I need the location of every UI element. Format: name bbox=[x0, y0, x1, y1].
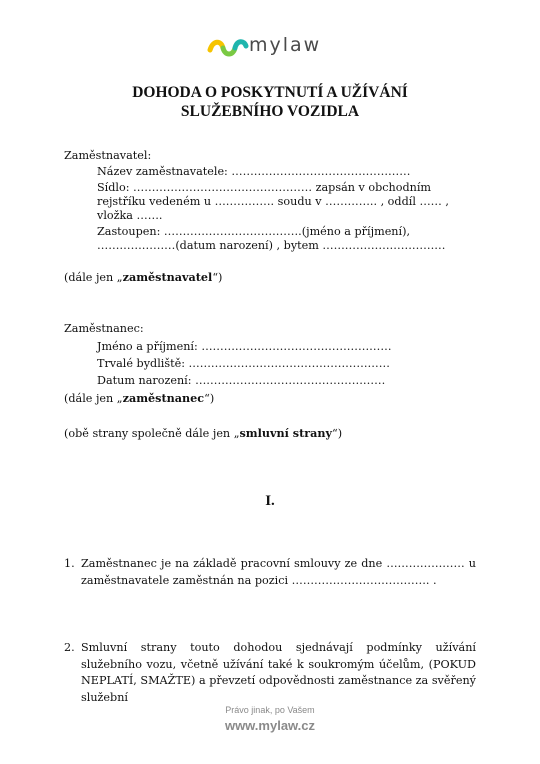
employer-heading: Zaměstnavatel: bbox=[64, 149, 152, 162]
clause-text: Smluvní strany touto dohodou sjednávají podmínky užívání služebního vozu, včetně užívání také k soukromým účelům, (POKUD NEPLATÍ, SMAŽTE) a převzetí odpovědnosti zaměstnance za svěřený služební bbox=[81, 641, 476, 704]
employee-birth-line: Datum narození: …………………………………………… bbox=[97, 374, 386, 387]
employer-seat-line-2: rejstříku vedeném u ……………. soudu v ………….. , oddíl …… , bbox=[97, 195, 449, 208]
employee-name-line: Jméno a příjmení: …………………………………………… bbox=[97, 340, 392, 353]
logo-mark-icon bbox=[207, 34, 249, 64]
employee-heading: Zaměstnanec: bbox=[64, 322, 144, 335]
employer-rep-line-1: Zastoupen: ……………………………….(jméno a příjmení), bbox=[97, 225, 411, 238]
logo-text: mylaw bbox=[249, 34, 322, 56]
footer-url-link[interactable]: www.mylaw.cz bbox=[224, 718, 316, 733]
footer-tagline: Právo jinak, po Vašem bbox=[225, 705, 315, 715]
clause-text: Zaměstnanec je na základě pracovní smlouvy ze dne ………………… u zaměstnavatele zaměstnán na pozici ………………………………. . bbox=[81, 557, 476, 587]
parties-alias: (obě strany společně dále jen „smluvní strany“) bbox=[64, 426, 343, 440]
employee-residence-line: Trvalé bydliště: ……………………………………………… bbox=[97, 357, 390, 370]
employer-seat-line-1: Sídlo: ………………………………………… zapsán v obchodním bbox=[97, 181, 432, 194]
document-title-line-2: SLUŽEBNÍHO VOZIDLA bbox=[180, 103, 360, 120]
employer-rep-line-2: …………………(datum narození) , bytem …………………………… bbox=[97, 239, 446, 252]
employer-name-line: Název zaměstnavatele: ………………………………………… bbox=[97, 165, 411, 178]
employee-alias: (dále jen „zaměstnanec“) bbox=[64, 391, 215, 405]
clause-number: 2. bbox=[64, 641, 75, 654]
document-title-line-1: DOHODA O POSKYTNUTÍ A UŽÍVÁNÍ bbox=[132, 84, 408, 101]
employer-seat-line-3: vložka ……. bbox=[97, 209, 163, 222]
employer-alias: (dále jen „zaměstnavatel“) bbox=[64, 270, 223, 284]
section-heading: I. bbox=[265, 493, 275, 509]
mylaw-logo bbox=[207, 34, 337, 64]
clause-number: 1. bbox=[64, 557, 75, 570]
